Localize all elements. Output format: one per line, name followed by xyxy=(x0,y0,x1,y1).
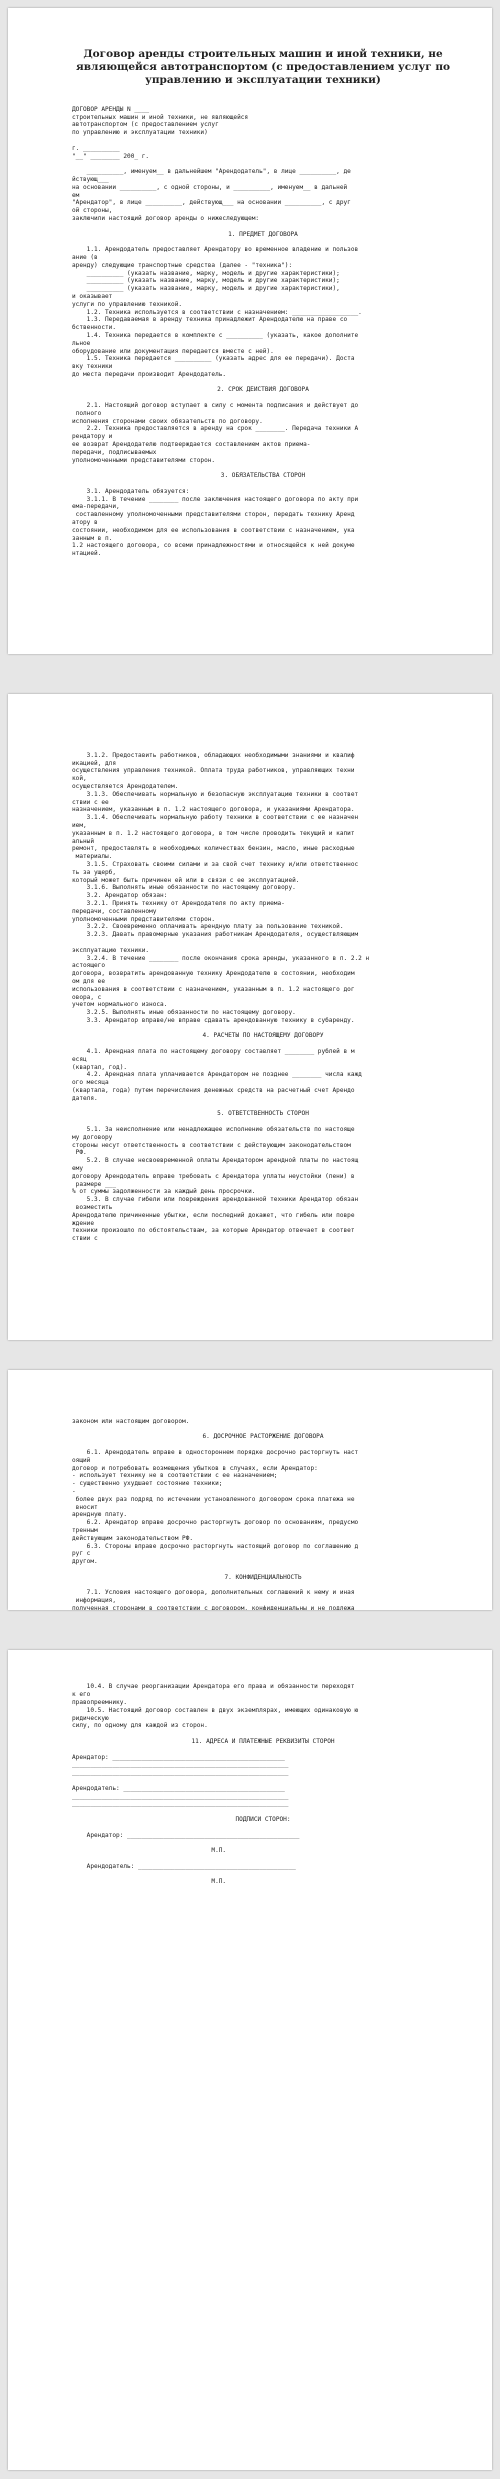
spacer xyxy=(72,223,454,231)
text-line: икацией, для xyxy=(72,759,117,767)
text-line: арендную плату. xyxy=(72,1511,128,1519)
text-line: аренду) следующие транспортные средства (далее - "техника"): xyxy=(72,261,293,269)
text-line: к его xyxy=(72,1691,91,1699)
spacer xyxy=(72,1808,454,1816)
text-line: 5.1. За неисполнение или ненадлежащее исполнение обязательств по настояще xyxy=(72,1126,355,1134)
text-line: силу, по одному для каждой из сторон. xyxy=(72,1722,208,1730)
text-line: ого месяца xyxy=(72,1079,109,1087)
text-line: - использует технику не в соответствии с ее назначением; xyxy=(72,1472,278,1480)
section-heading: 2. СРОК ДЕЙСТВИЯ ДОГОВОРА xyxy=(217,386,309,394)
spacer xyxy=(72,1410,454,1418)
text-line: дателя. xyxy=(72,1094,98,1102)
text-line: 3.2.4. В течение ________ после окончания срока аренды, указанного в п. 2.2 н xyxy=(72,954,370,962)
spacer xyxy=(72,744,454,752)
text-line: __________ (указать название, марку, модель и другие характеристики), xyxy=(72,285,340,293)
text-line: - существенно ухудшает состояние техники; xyxy=(72,1480,223,1488)
page-2-content xyxy=(72,744,454,1243)
text-line: ема-передачи, xyxy=(72,503,120,511)
text-line: М.П. xyxy=(72,1847,227,1855)
spacer xyxy=(72,1777,454,1785)
spacer xyxy=(72,87,454,98)
spacer xyxy=(72,1582,454,1590)
text-line: автотранспортом (с предоставлением услуг xyxy=(72,121,219,129)
text-line: 10.5. Настоящий договор составлен в двух экземплярах, имеющих одинаковую ю xyxy=(72,1706,359,1714)
text-line: 3.1.4. Обеспечивать нормальную работу техники в соответствии с ее назначен xyxy=(72,814,359,822)
text-line: ___________________________________________________________ xyxy=(72,1800,289,1808)
text-line: (квартал, год). xyxy=(72,1063,128,1071)
text-line: ремонт, предоставлять в необходимых количествах бензин, масло, иные расходные xyxy=(72,845,355,853)
text-line: вку техники xyxy=(72,363,113,371)
text-line: который может быть причинен ей или в связи с ее эксплуатацией. xyxy=(72,876,300,884)
text-line: 1.3. Передаваемая в аренду техника принадлежит Арендодателю на праве со xyxy=(72,316,348,324)
text-line: уполномоченными представителями сторон. xyxy=(72,456,216,464)
spacer xyxy=(72,137,454,145)
text-line: уполномоченными представителями сторон. xyxy=(72,915,216,923)
text-line: материалы. xyxy=(72,853,113,861)
text-line: полученная сторонами в соответствии с договором, конфиденциальны и не подлежа xyxy=(72,1604,355,1610)
text-line: 1.5. Техника передается __________ (указать адрес для ее передачи). Доста xyxy=(72,355,355,363)
text-line: 3.1.5. Страховать своими силами и за свой счет технику и/или ответственнос xyxy=(72,860,359,868)
text-line: 5.3. В случае гибели или повреждения арендованной техники Арендатор обязан xyxy=(72,1196,359,1204)
text-line: 2.2. Техника предоставляется в аренду на срок ________. Передача техники А xyxy=(72,425,359,433)
text-line: до места передачи производит Арендодатель. xyxy=(72,370,227,378)
section-heading: 11. АДРЕСА И ПЛАТЕЖНЫЕ РЕКВИЗИТЫ СТОРОН xyxy=(191,1737,335,1745)
text-line: "Арендатор", в лице __________, действующ___ на основании __________, с друг xyxy=(72,199,351,207)
text-line: стороны несут ответственность в соответствии с действующим законодательством xyxy=(72,1141,351,1149)
text-line: 3.2.5. Выполнять иные обязанности по настоящему договору. xyxy=(72,1009,296,1017)
text-line: бственности. xyxy=(72,324,117,332)
text-line: правопреемнику. xyxy=(72,1698,128,1706)
text-line: ем xyxy=(72,191,80,199)
text-line: нтацией. xyxy=(72,550,102,558)
section-heading: 5. ОТВЕТСТВЕННОСТЬ СТОРОН xyxy=(217,1110,309,1118)
spacer xyxy=(72,1676,454,1684)
text-line: 6.2. Арендатор вправе досрочно расторгнуть договор по основаниям, предусмо xyxy=(72,1519,359,1527)
text-line: рендатору и xyxy=(72,433,113,441)
text-line: % от суммы задолженности за каждый день просрочки. xyxy=(72,1188,256,1196)
spacer xyxy=(72,1824,454,1832)
text-line: ть за ущерб, xyxy=(72,868,117,876)
text-line: 3.1.2. Предоставить работников, обладающих необходимыми знаниями и квалиф xyxy=(72,751,355,759)
section-heading: 6. ДОСРОЧНОЕ РАСТОРЖЕНИЕ ДОГОВОРА xyxy=(202,1433,324,1441)
text-line: Арендодателю причиненные убытки, если последний докажет, что гибель или повре xyxy=(72,1211,355,1219)
text-line: Арендодатель: ___________________________________________ xyxy=(72,1862,296,1870)
text-line: Арендатор: _______________________________________________ xyxy=(72,1831,300,1839)
text-line: ание (в xyxy=(72,253,98,261)
text-line: есяц xyxy=(72,1055,87,1063)
section-heading: 7. КОНФИДЕНЦИАЛЬНОСТЬ xyxy=(224,1573,302,1581)
spacer xyxy=(72,379,454,387)
text-line: возместить xyxy=(72,1204,113,1212)
spacer xyxy=(72,1660,454,1668)
text-line: 1.2. Техника используется в соответствии с назначением: __________________. xyxy=(72,308,362,316)
text-line: ___________________________________________________________ xyxy=(72,1792,289,1800)
spacer xyxy=(72,1746,454,1754)
text-line: осуществления управления техникой. Оплата труда работников, управляющих техни xyxy=(72,767,355,775)
text-line: другом. xyxy=(72,1558,98,1566)
spacer xyxy=(72,394,454,402)
spacer xyxy=(72,1426,454,1434)
spacer xyxy=(72,1441,454,1449)
text-line: "__" ________ 200_ г. xyxy=(72,152,150,160)
text-line: 4.1. Арендная плата по настоящему договору составляет ________ рублей в м xyxy=(72,1048,355,1056)
spacer xyxy=(72,1855,454,1863)
spacer xyxy=(72,1040,454,1048)
text-line: услуги по управлению техникой. xyxy=(72,300,183,308)
spacer xyxy=(72,1871,454,1879)
text-line: техники произошло по обстоятельствам, за которые Арендатор отвечает в соответ xyxy=(72,1227,355,1235)
text-line: 5.2. В случае несвоевременной оплаты Арендатором арендной платы по настоящ xyxy=(72,1157,359,1165)
spacer xyxy=(72,1566,454,1574)
text-line: 6.1. Арендодатель вправе в одностороннем порядке досрочно расторгнуть наст xyxy=(72,1448,359,1456)
text-line: ридическую xyxy=(72,1714,109,1722)
text-line: Арендатор: _______________________________________________ xyxy=(72,1753,285,1761)
text-line: размере ___ xyxy=(72,1180,117,1188)
text-line: 7.1. Условия настоящего договора, дополнительных соглашений к нему и иная xyxy=(72,1589,355,1597)
text-line: М.П. xyxy=(72,1878,227,1886)
text-line: и оказывает xyxy=(72,292,113,300)
text-line: 2.1. Настоящий договор вступает в силу с момента подписания и действует до xyxy=(72,402,359,410)
text-line: указанным в п. 1.2 настоящего договора, в том числе проводить текущий и капит xyxy=(72,829,355,837)
text-line: 10.4. В случае реорганизации Арендатора его права и обязанности переходят xyxy=(72,1683,355,1691)
document-page-3 xyxy=(8,1370,492,1610)
text-line: договора, возвратить арендованную технику Арендодателю в состоянии, необходим xyxy=(72,970,355,978)
text-line: ___________________________________________________________ xyxy=(72,1761,289,1769)
section-heading: 3. ОБЯЗАТЕЛЬСТВА СТОРОН xyxy=(220,472,306,480)
text-line: использования в соответствии с назначением, указанным в п. 1.2 настоящего дог xyxy=(72,985,355,993)
spacer xyxy=(72,1118,454,1126)
text-line: ствии с ее xyxy=(72,798,109,806)
section-heading: 4. РАСЧЕТЫ ПО НАСТОЯЩЕМУ ДОГОВОРУ xyxy=(202,1032,324,1040)
text-line: г. __________ xyxy=(72,144,120,152)
spacer xyxy=(72,98,454,106)
text-line: 3.3. Арендатор вправе/не вправе сдавать арендованную технику в субаренду. xyxy=(72,1016,355,1024)
text-line: __________ (указать название, марку, модель и другие характеристики); xyxy=(72,269,340,277)
text-line: по управлению и эксплуатации техники) xyxy=(72,129,208,137)
text-line: 3.2. Арендатор обязан: xyxy=(72,892,168,900)
text-line: ием, xyxy=(72,821,87,829)
text-line: 3.2.1. Принять технику от Арендодателя по акту приема- xyxy=(72,899,285,907)
text-line: Арендодатель: ____________________________________________ xyxy=(72,1784,285,1792)
text-line: астоящего xyxy=(72,962,106,970)
text-line: 3.1.6. Выполнять иные обязанности по настоящему договору. xyxy=(72,884,296,892)
section-heading: 1. ПРЕДМЕТ ДОГОВОРА xyxy=(228,230,298,238)
text-line: ом для ее xyxy=(72,977,106,985)
text-line: действующим законодательством РФ. xyxy=(72,1534,194,1542)
text-line: льное xyxy=(72,339,91,347)
text-line: тренным xyxy=(72,1526,98,1534)
spacer xyxy=(72,160,454,168)
spacer xyxy=(72,1730,454,1738)
document-page-4 xyxy=(8,1650,492,2470)
text-line: договор и потребовать возмещения убытков в случаях, если Арендатор: xyxy=(72,1464,318,1472)
text-line: йствующ___ xyxy=(72,175,109,183)
text-line: овора, с xyxy=(72,993,102,1001)
text-line: 4.2. Арендная плата уплачивается Арендатором не позднее ________ числа кажд xyxy=(72,1071,362,1079)
text-line: информация, xyxy=(72,1597,117,1605)
text-line: более двух раз подряд по истечении установленного договором срока платежа не xyxy=(72,1495,355,1503)
text-line: ее возврат Арендодателю подтверждается составлением актов приема- xyxy=(72,441,311,449)
text-line: назначением, указанным в п. 1.2 настоящего договора, и указаниями Арендатора. xyxy=(72,806,355,814)
text-line: строительных машин и иной техники, не являющейся xyxy=(72,113,249,121)
page-3-content xyxy=(72,1410,454,1610)
text-line: передачи, составленному xyxy=(72,907,157,915)
text-line: 1.2 настоящего договора, со всеми принадлежностями и относящейся к ней докуме xyxy=(72,542,355,550)
text-line: заключили настоящий договор аренды о нижеследующем: xyxy=(72,214,260,222)
text-line: на основании __________, с одной стороны, и __________, именуем__ в дальней xyxy=(72,183,348,191)
text-line: ствии с xyxy=(72,1235,98,1243)
text-line: __________ (указать название, марку, модель и другие характеристики); xyxy=(72,277,340,285)
text-line: состоянии, необходимом для ее использования в соответствии с назначением, ука xyxy=(72,526,355,534)
text-line: 3.1. Арендодатель обязуется: xyxy=(72,487,190,495)
text-line: 1.1. Арендодатель предоставляет Арендатору во временное владение и пользов xyxy=(72,246,359,254)
text-line: 3.1.1. В течение ________ после заключения настоящего договора по акту при xyxy=(72,495,359,503)
spacer xyxy=(72,480,454,488)
text-line: му договору xyxy=(72,1133,113,1141)
text-line: ждение xyxy=(72,1219,95,1227)
text-line: осуществляется Арендодателем. xyxy=(72,782,179,790)
text-line: 3.2.3. Давать правомерные указания работникам Арендодателя, осуществляющим xyxy=(72,931,359,939)
text-line: ой стороны, xyxy=(72,207,113,215)
text-line: учетом нормального износа. xyxy=(72,1001,168,1009)
text-line: договору Арендодатель вправе требовать с Арендатора уплаты неустойки (пени) в xyxy=(72,1172,355,1180)
text-line: 1.4. Техника передается в комплекте с __________ (указать, какое дополните xyxy=(72,331,359,339)
text-line: занным в п. xyxy=(72,534,113,542)
text-line: законом или настоящим договором. xyxy=(72,1417,190,1425)
text-line: 6.3. Стороны вправе досрочно расторгнуть настоящий договор по соглашению д xyxy=(72,1542,359,1550)
text-line: составленному уполномоченными представителями сторон, передать технику Аренд xyxy=(72,511,355,519)
page-4-content xyxy=(72,1660,454,1886)
spacer xyxy=(72,238,454,246)
text-line: оящий xyxy=(72,1456,91,1464)
text-line: руг с xyxy=(72,1550,91,1558)
text-line: __________, именуем__ в дальнейшем "Арендодатель", в лице __________, де xyxy=(72,168,351,176)
text-line: оборудование или документация передается вместе с ней). xyxy=(72,347,274,355)
text-line: 3.1.3. Обеспечивать нормальную и безопасную эксплуатацию техники в соответ xyxy=(72,790,359,798)
text-line: вносит xyxy=(72,1503,98,1511)
text-line: - xyxy=(72,1487,76,1495)
text-line: РФ. xyxy=(72,1149,87,1157)
text-line: передачи, подписываемых xyxy=(72,448,157,456)
spacer xyxy=(72,464,454,472)
text-line: ему xyxy=(72,1165,84,1173)
text-line: альный xyxy=(72,837,95,845)
document-page-2 xyxy=(8,694,492,1340)
section-heading: ПОДПИСИ СТОРОН: xyxy=(235,1815,291,1823)
text-line: 3.2.2. Своевременно оплачивать арендную плату за пользование техникой. xyxy=(72,923,344,931)
text-line: ДОГОВОР АРЕНДЫ N ____ xyxy=(72,105,150,113)
text-line: атору в xyxy=(72,519,98,527)
spacer xyxy=(72,1839,454,1847)
text-line: эксплуатацию техники. xyxy=(72,946,150,954)
text-line xyxy=(72,939,454,947)
text-line: (квартала, года) путем перечисления денежных средств на расчетный счет Арендо xyxy=(72,1087,355,1095)
document-page-1 xyxy=(8,8,492,654)
document-title: Договор аренды строительных машин и иной техники, не являющейся автотранспортом (с предоставлением услуг по управлению и эксплуатации техники) xyxy=(75,48,451,86)
spacer xyxy=(72,1025,454,1033)
text-line: исполнения сторонами своих обязательств по договору. xyxy=(72,417,263,425)
text-line: кой, xyxy=(72,775,87,783)
text-line: полного xyxy=(72,409,102,417)
spacer xyxy=(72,1103,454,1111)
spacer xyxy=(72,1668,454,1676)
text-line: ___________________________________________________________ xyxy=(72,1769,289,1777)
page-1-content xyxy=(72,48,454,558)
